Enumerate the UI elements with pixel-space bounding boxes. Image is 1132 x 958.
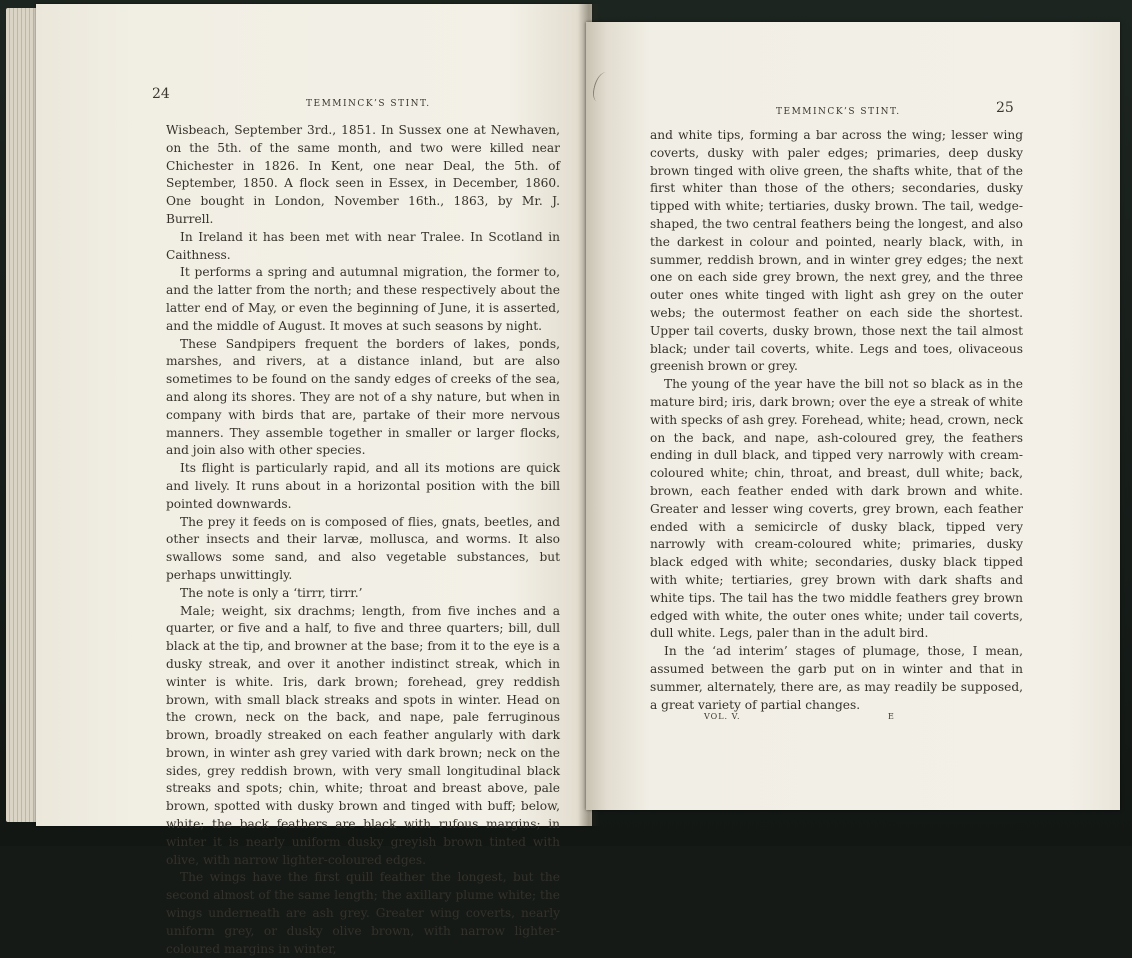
paragraph: The young of the year have the bill not so black as in the mature bird; iris, dark brown; over the eye a streak of white with specks of ash grey. Forehead, white; head, crown, neck on the back, and nape, ash-coloured grey, the feathers ending in dull black, and tipped very narrowly with cream-coloured white; chin, throat, and breast, dull white; back, brown, each feather ended with dark brown and white. Greater and lesser wing coverts, grey brown, each feather ended with a semicircle of dusky black, tipped very narrowly with cream-coloured white; primaries, dusky black edged with white; secondaries, dusky black tipped with white; tertiaries, grey brown with dark shafts and white tips. The tail has the two middle feathers grey brown edged with white, the outer ones white; under tail coverts, dull white. Legs, paler than in the adult bird.: [650, 377, 1023, 641]
right-page-text: [650, 127, 1023, 714]
signature-mark: E: [888, 712, 895, 721]
paragraph: The wings have the first quill feather the longest, but the second almost of the same length; the axillary plume white; the wings underneath are ash grey. Greater wing coverts, nearly uniform grey, or dusky olive brown, with narrow lighter-coloured margins in winter,: [166, 870, 560, 956]
paragraph: These Sandpipers frequent the borders of lakes, ponds, marshes, and rivers, at a distance inland, but are also sometimes to be found on the sandy edges of creeks of the sea, and along its shores. They are not of a shy nature, but when in company with birds that are, partake of their more nervous manners. They assemble together in smaller or larger flocks, and join also with other species.: [166, 336, 560, 458]
left-page-text: [166, 122, 560, 958]
running-head-right: TEMMINCK’S STINT.: [776, 107, 901, 117]
right-page: [586, 22, 1120, 810]
paragraph: Male; weight, six drachms; length, from five inches and a quarter, or five and a half, to five and three quarters; bill, dull black at the tip, and browner at the base; from it to the eye is a dusky streak, and over it another indistinct streak, which in winter is white. Iris, dark brown; forehead, grey reddish brown, with small black streaks and spots in winter. Head on the crown, neck on the back, and nape, pale ferruginous brown, broadly streaked on each feather angularly with dark brown, in winter ash grey varied with dark brown; neck on the sides, grey reddish brown, with very small longitudinal black streaks and spots; chin, white; throat and breast above, pale brown, spotted with dusky brown and tinged with buff; below, white; the back feathers are black with rufous margins; in winter it is nearly uniform dusky greyish brown tinted with olive, with narrow lighter-coloured edges.: [166, 603, 560, 867]
paragraph: Its flight is particularly rapid, and all its motions are quick and lively. It runs about in a horizontal position with the bill pointed downwards.: [166, 461, 560, 511]
paragraph: The prey it feeds on is composed of flies, gnats, beetles, and other insects and their larvæ, mollusca, and worms. It also swallows some sand, and also vegetable substances, but perhaps unwittingly.: [166, 514, 560, 582]
page-number-left: 24: [152, 86, 170, 102]
running-head-left: TEMMINCK’S STINT.: [306, 99, 431, 109]
paragraph: In Ireland it has been met with near Tralee. In Scotland in Caithness.: [166, 229, 560, 262]
paragraph: In the ‘ad interim’ stages of plumage, those, I mean, assumed between the garb put on in winter and that in summer, alternately, there are, as may readily be supposed, a great variety of partial changes.: [650, 644, 1023, 712]
paragraph: Wisbeach, September 3rd., 1851. In Sussex one at Newhaven, on the 5th. of the same month, and two were killed near Chichester in 1826. In Kent, one near Deal, the 5th. of September, 1850. A flock seen in Essex, in December, 1860. One bought in London, November 16th., 1863, by Mr. J. Burrell.: [166, 123, 560, 226]
paragraph: The note is only a ‘tirrr, tirrr.’: [180, 585, 363, 600]
paragraph: and white tips, forming a bar across the wing; lesser wing coverts, dusky with paler edges; primaries, deep dusky brown tinged with olive green, the shafts white, that of the first whiter than those of the others; secondaries, dusky tipped with white; tertiaries, dusky brown. The tail, wedge-shaped, the two central feathers being the longest, and also the darkest in colour and pointed, nearly black, with, in summer, reddish brown, and in winter grey edges; the next one on each side grey brown, the next grey, and the three outer ones white tinged with light ash grey on the outer webs; the outermost feather on each side the shortest. Upper tail coverts, dusky brown, those next the tail almost black; under tail coverts, white. Legs and toes, olivaceous greenish brown or grey.: [650, 128, 1023, 374]
volume-footer: VOL. V.: [704, 712, 741, 721]
paragraph: It performs a spring and autumnal migration, the former to, and the latter from the north; and these respectively about the latter end of May, or even the beginning of June, it is asserted, and the middle of August. It moves at such seasons by night.: [166, 265, 560, 333]
left-page: [36, 4, 592, 956]
page-number-right: 25: [996, 100, 1014, 116]
